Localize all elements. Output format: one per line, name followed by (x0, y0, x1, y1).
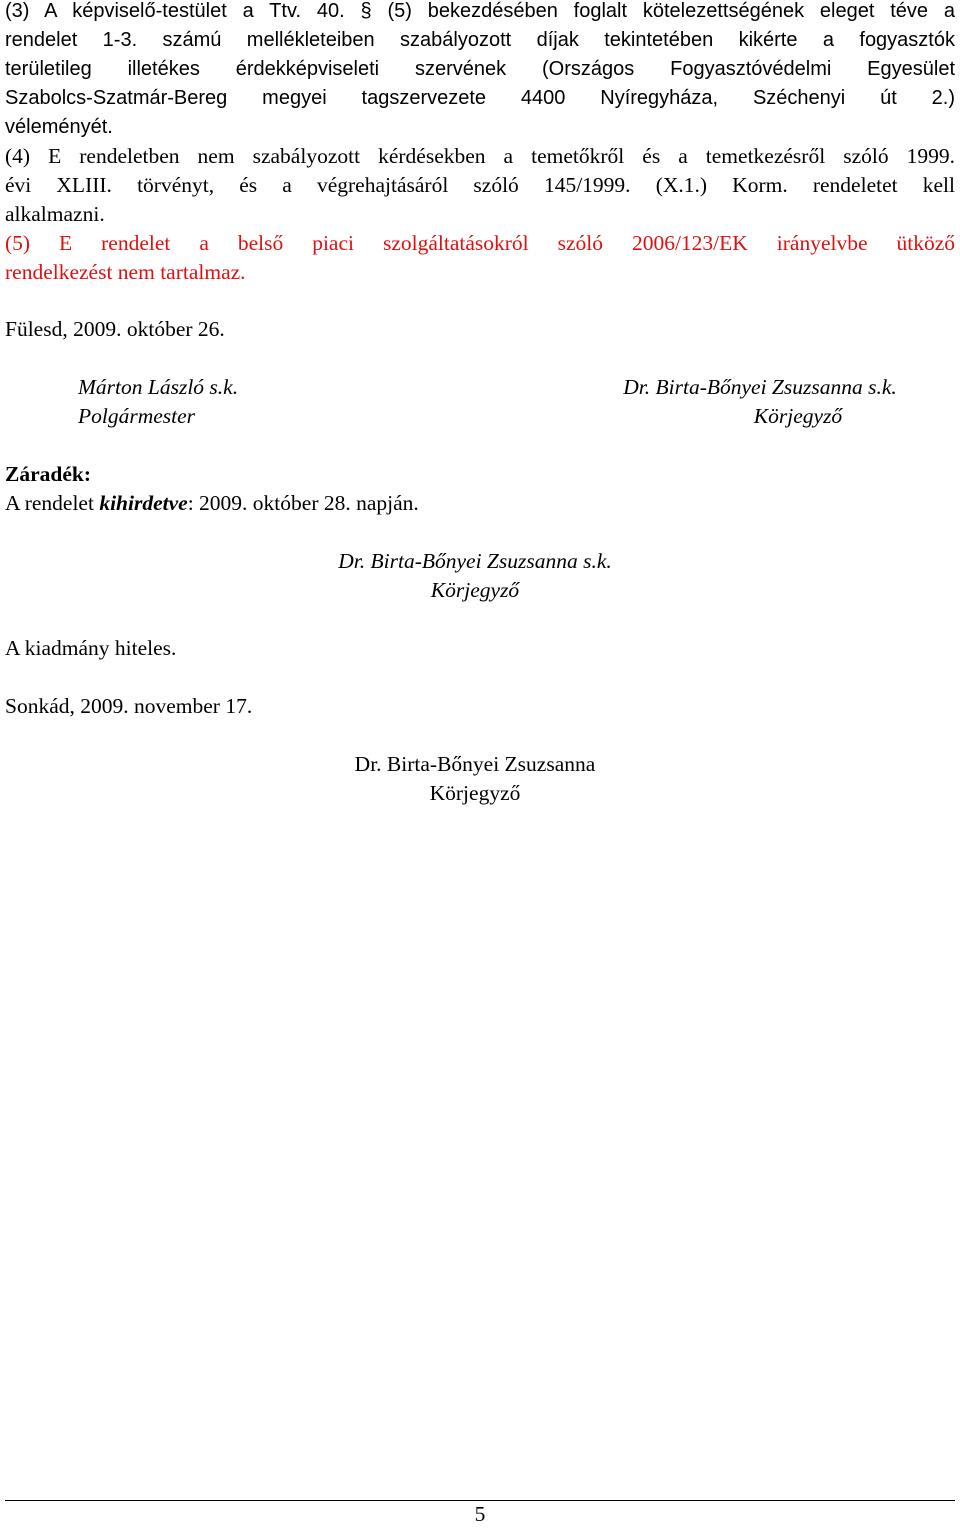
paragraph-5-line-2: rendelkezést nem tartalmaz. (5, 260, 246, 284)
paragraph-4-line-2: évi XLIII. törvényt, és a végrehajtásáról szóló 145/1999. (X.1.) Korm. rendeletet kell (5, 173, 955, 197)
paragraph-4-line-1: (4) E rendeletben nem szabályozott kérdésekben a temetőkről és a temetkezésről szóló 1999. (5, 144, 955, 168)
paragraph-4-line-3: alkalmazni. (5, 202, 105, 226)
page-number: 5 (474, 1502, 486, 1526)
clause-heading: Záradék: (5, 462, 91, 486)
certification-text: A kiadmány hiteles. (5, 636, 177, 660)
paragraph-3-line-4: Szabolcs-Szatmár-Bereg megyei tagszervezete 4400 Nyíregyháza, Széchenyi út 2.) (5, 87, 955, 109)
paragraph-3-line-2: rendelet 1-3. számú mellékleteiben szabályozott díjak tekintetében kikérte a fogyasztók (5, 29, 955, 51)
clause-sign-title: Körjegyző (430, 578, 520, 602)
clause-text-before: A rendelet (5, 491, 100, 515)
clause-text-after: : 2009. október 28. napján. (187, 491, 419, 515)
notary-name: Dr. Birta-Bőnyei Zsuzsanna s.k. (623, 375, 897, 399)
clause-text (5, 489, 419, 518)
certification-place-date: Sonkád, 2009. november 17. (5, 694, 253, 718)
mayor-name: Márton László s.k. (78, 375, 239, 399)
paragraph-3-line-1: (3) A képviselő-testület a Ttv. 40. § (5) bekezdésében foglalt kötelezettségének eleget téve a (5, 0, 955, 22)
certification-sign-name: Dr. Birta-Bőnyei Zsuzsanna (354, 752, 596, 776)
place-date: Fülesd, 2009. október 26. (5, 317, 225, 341)
clause-sign-name: Dr. Birta-Bőnyei Zsuzsanna s.k. (338, 549, 612, 573)
notary-title: Körjegyző (753, 404, 843, 428)
paragraph-3-line-3: területileg illetékes érdekképviseleti szervének (Országos Fogyasztóvédelmi Egyesület (5, 58, 955, 80)
paragraph-3-line-5: véleményét. (5, 116, 113, 138)
certification-sign-title: Körjegyző (429, 781, 521, 805)
clause-text-emph: kihirdetve (99, 491, 188, 515)
mayor-title: Polgármester (78, 404, 196, 428)
paragraph-5-line-1: (5) E rendelet a belső piaci szolgáltatásokról szóló 2006/123/EK irányelvbe ütköző (5, 231, 955, 255)
